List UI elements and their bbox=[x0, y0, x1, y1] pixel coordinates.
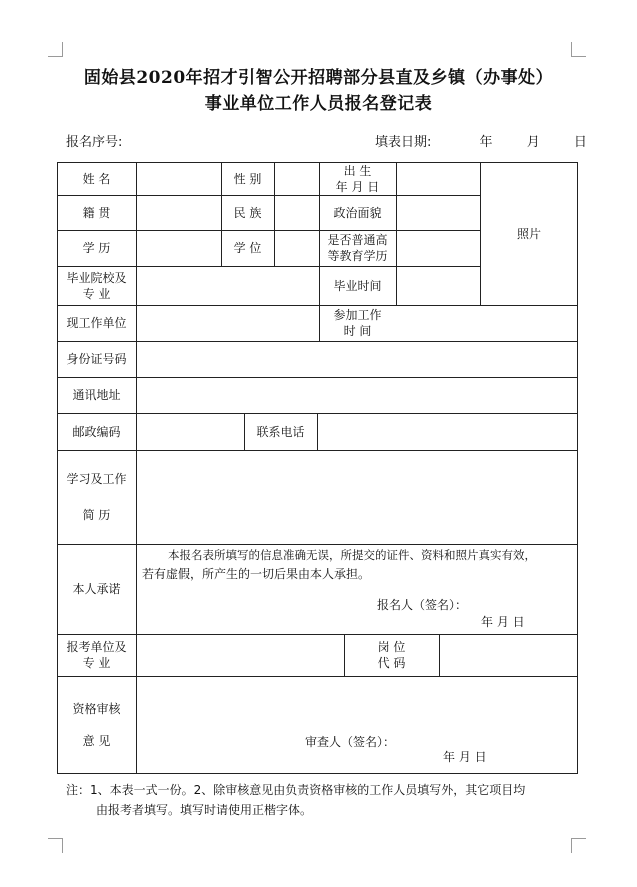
label-work-start-line2: 时 间 bbox=[343, 324, 372, 338]
pledge-line2: 若有虚假，所产生的一切后果由本人承担。 bbox=[142, 567, 371, 581]
label-gender: 性 别 bbox=[233, 171, 262, 186]
review-date: 年 月 日 bbox=[443, 750, 487, 764]
registration-table bbox=[57, 162, 578, 774]
political-status-field[interactable] bbox=[397, 195, 480, 230]
label-post-line1: 岗 位 bbox=[377, 640, 406, 654]
postcode-field[interactable] bbox=[137, 413, 244, 450]
label-birth bbox=[319, 162, 396, 195]
pledge-date: 年 月 日 bbox=[481, 615, 525, 629]
gender-field[interactable] bbox=[275, 162, 319, 195]
education-field[interactable] bbox=[137, 230, 221, 266]
fill-date bbox=[375, 131, 587, 150]
applicant-signature-label: 报名人（签名）： bbox=[377, 598, 468, 612]
label-political-status: 政治面貌 bbox=[333, 205, 382, 220]
label-resume-line2: 简 历 bbox=[82, 508, 111, 522]
work-start-field[interactable] bbox=[397, 305, 577, 341]
month-label: 月 bbox=[526, 135, 540, 150]
graduate-school-field[interactable] bbox=[137, 266, 319, 305]
reviewer-signature-label: 审查人（签名）： bbox=[305, 735, 396, 749]
resume-field[interactable] bbox=[137, 450, 577, 544]
table-border-right bbox=[577, 162, 578, 774]
footnote bbox=[66, 780, 566, 820]
label-graduate-school bbox=[57, 266, 136, 305]
label-pledge: 本人承诺 bbox=[72, 582, 121, 596]
label-phone: 联系电话 bbox=[256, 424, 305, 439]
fill-date-label: 填表日期: bbox=[375, 135, 432, 150]
label-birth-line2: 年 月 日 bbox=[335, 179, 380, 194]
label-work-start-line1: 参加工作 bbox=[333, 308, 382, 322]
ethnicity-field[interactable] bbox=[275, 195, 319, 230]
crop-mark-top-right bbox=[571, 42, 586, 57]
current-employer-field[interactable] bbox=[137, 305, 319, 341]
label-school-line2: 专 业 bbox=[82, 286, 111, 301]
phone-field[interactable] bbox=[318, 413, 577, 450]
form-title-line2: 事业单位工作人员报名登记表 bbox=[204, 94, 433, 114]
photo-box[interactable]: 照片 bbox=[516, 226, 541, 241]
label-work-start bbox=[319, 305, 396, 341]
crop-mark-bottom-right bbox=[571, 838, 586, 853]
label-postcode: 邮政编码 bbox=[72, 424, 121, 439]
label-post-line2: 代 码 bbox=[377, 656, 406, 670]
birth-field[interactable] bbox=[397, 162, 480, 195]
label-fulltime-line2: 等教育学历 bbox=[327, 249, 388, 263]
day-label: 日 bbox=[573, 135, 587, 150]
native-place-field[interactable] bbox=[137, 195, 221, 230]
label-review-line2: 意 见 bbox=[82, 733, 111, 748]
apply-unit-field[interactable] bbox=[137, 634, 344, 676]
crop-mark-top-left bbox=[48, 42, 63, 57]
pledge-line1: 本报名表所填写的信息准确无误，所提交的证件、资料和照片真实有效， bbox=[168, 548, 536, 562]
form-title-line1: 固始县2020年招才引智公开招聘部分县直及乡镇（办事处） bbox=[83, 68, 554, 88]
label-address: 通讯地址 bbox=[72, 388, 121, 402]
crop-mark-bottom-left bbox=[48, 838, 63, 853]
label-resume-line1: 学习及工作 bbox=[66, 472, 127, 486]
label-apply-unit bbox=[57, 634, 136, 676]
label-id-number: 身份证号码 bbox=[66, 352, 127, 366]
footnote-line2: 由报考者填写。填写时请使用正楷字体。 bbox=[96, 803, 313, 817]
degree-field[interactable] bbox=[275, 230, 319, 266]
label-name: 姓 名 bbox=[82, 171, 111, 186]
label-birth-line1: 出 生 bbox=[343, 163, 372, 178]
graduation-time-field[interactable] bbox=[397, 266, 480, 305]
label-post-code bbox=[344, 634, 439, 676]
label-resume bbox=[57, 450, 136, 544]
post-code-field[interactable] bbox=[440, 634, 577, 676]
label-native-place: 籍 贯 bbox=[82, 205, 111, 220]
label-degree: 学 位 bbox=[233, 241, 262, 255]
label-graduation-time: 毕业时间 bbox=[333, 278, 382, 293]
year-label: 年 bbox=[479, 135, 493, 150]
fulltime-education-field[interactable] bbox=[397, 230, 480, 266]
serial-number-label: 报名序号: bbox=[66, 135, 123, 150]
label-education: 学 历 bbox=[82, 241, 111, 255]
pledge-text bbox=[142, 546, 574, 584]
label-fulltime-education bbox=[319, 230, 396, 266]
name-field[interactable] bbox=[137, 162, 221, 195]
footnote-line1: 注：1、本表一式一份。2、除审核意见由负责资格审核的工作人员填写外，其它项目均 bbox=[66, 783, 526, 797]
label-apply-unit-line2: 专 业 bbox=[82, 656, 111, 670]
label-review-line1: 资格审核 bbox=[72, 701, 121, 716]
label-review-opinion bbox=[57, 676, 136, 773]
label-school-line1: 毕业院校及 bbox=[66, 270, 127, 285]
label-fulltime-line1: 是否普通高 bbox=[327, 233, 388, 247]
address-field[interactable] bbox=[137, 377, 577, 413]
id-number-field[interactable] bbox=[137, 341, 577, 377]
label-ethnicity: 民 族 bbox=[233, 205, 262, 220]
label-apply-unit-line1: 报考单位及 bbox=[66, 640, 127, 654]
label-current-employer: 现工作单位 bbox=[66, 316, 127, 330]
